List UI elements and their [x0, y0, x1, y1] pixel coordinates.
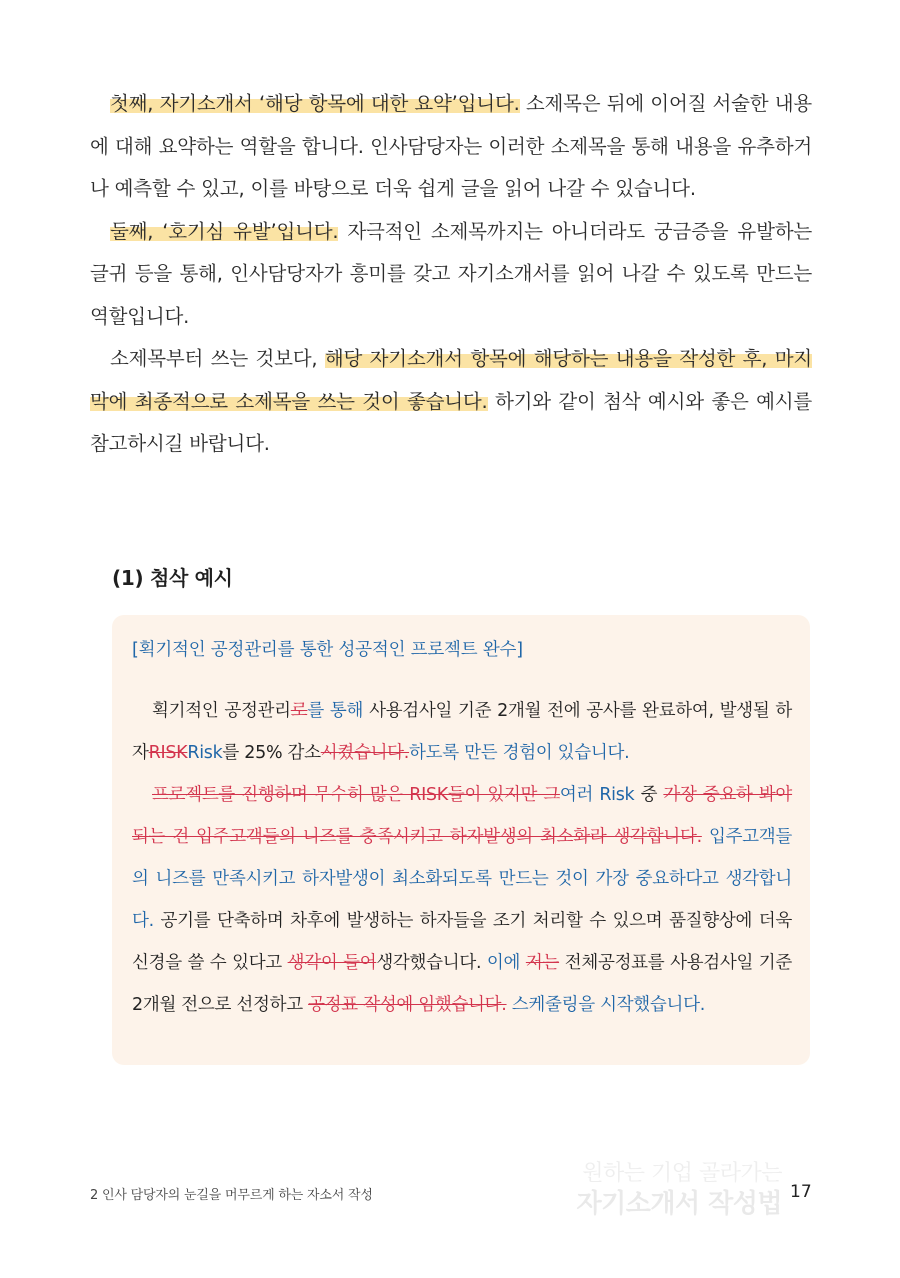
inserted-text: 여러 Risk [559, 785, 635, 805]
example-body [132, 690, 792, 1026]
example-title: [획기적인 공정관리를 통한 성공적인 프로젝트 완수] [132, 640, 523, 660]
example-text: 공기를 단축하며 차후에 발생하는 하자들을 조기 처리할 수 있으며 품질향상에 더욱 신경을 쓸 수 있다고 [132, 911, 792, 973]
deleted-text: 시켰습니다. [320, 743, 410, 763]
inserted-text: 이에 [481, 953, 521, 973]
page-number: 17 [790, 1182, 812, 1202]
intro-paragraph-1 [90, 83, 812, 211]
inserted-text: 하도록 만든 경험이 있습니다. [409, 743, 630, 763]
example-text: 중 [634, 785, 664, 805]
deleted-text: 저는 [525, 953, 560, 973]
example-text: 를 25% 감소 [222, 743, 321, 763]
paragraph-text: 자극적인 소제목까지는 아니더라도 궁금증을 유발하는 글귀 등을 통해, 인사담당자가 흥미를 갖고 자기소개서를 읽어 나갈 수 있도록 만드는 역할입니다. [90, 219, 813, 328]
inserted-text: 스케줄링을 시작했습니다. [506, 995, 705, 1015]
example-paragraph-1 [132, 690, 792, 774]
deleted-text: 가장 중요하 봐야되는 건 입주고객들의 니즈를 충족시키고 하자발생의 최소화라 생각합니다. [132, 785, 792, 847]
deleted-text: 공정표 작성에 임했습니다. [308, 995, 507, 1015]
paragraph-text: 하기와 같이 첨삭 예시와 좋은 예시를 참고하시길 바랍니다. [90, 389, 812, 455]
example-text: 획기적인 공정관리 [152, 701, 291, 721]
inserted-text: 입주고객들의 니즈를 만족시키고 하자발생이 최소화되도록 만드는 것이 가장 중요하다고 생각합니다. [132, 827, 792, 931]
example-text: 전체공정표를 사용검사일 기준 2개월 전으로 선정하고 [132, 953, 792, 1015]
inserted-text: Risk [187, 743, 223, 763]
example-text: 사용검사일 기준 2개월 전에 공사를 완료하여, 발생될 하자 [132, 701, 792, 763]
deleted-text: 프로젝트를 진행하며 무수히 많은 RISK들이 있지만 그 [152, 785, 560, 805]
paragraph-text: 소제목은 뒤에 이어질 서술한 내용에 대해 요약하는 역할을 합니다. 인사담당자는 이러한 소제목을 통해 내용을 유추하거나 예측할 수 있고, 이를 바탕으로 더욱 쉽게 글을 읽어 나갈 수 있습니다. [90, 92, 812, 200]
deleted-text: 생각이 들어 [287, 953, 377, 973]
highlight: 둘째, ‘호기심 유발’입니다. [110, 219, 339, 243]
body-text [90, 83, 812, 466]
deleted-text: 로 [290, 701, 308, 721]
deleted-text: RISK [148, 743, 188, 763]
paragraph-text: 소제목부터 쓰는 것보다, [110, 347, 325, 370]
watermark-line-2: 자기소개서 작성법 [576, 1189, 782, 1219]
highlight: 첫째, 자기소개서 ‘해당 항목에 대한 요약’입니다. [110, 92, 520, 115]
book-title-watermark [577, 1160, 782, 1220]
watermark-line-1: 원하는 기업 골라가는 [582, 1161, 782, 1186]
inserted-text: 를 통해 [307, 701, 364, 721]
example-box [112, 615, 810, 1065]
intro-paragraph-2 [90, 211, 812, 339]
section-heading: (1) 첨삭 예시 [112, 566, 233, 590]
example-text: 생각했습니다. [376, 953, 482, 973]
example-paragraph-2 [132, 774, 792, 1026]
highlight: 해당 자기소개서 항목에 해당하는 내용을 작성한 후, 마지막에 최종적으로 소제목을 쓰는 것이 좋습니다. [90, 347, 813, 413]
chapter-footer: 2 인사 담당자의 눈길을 머무르게 하는 자소서 작성 [90, 1188, 373, 1203]
intro-paragraph-3 [90, 338, 812, 466]
